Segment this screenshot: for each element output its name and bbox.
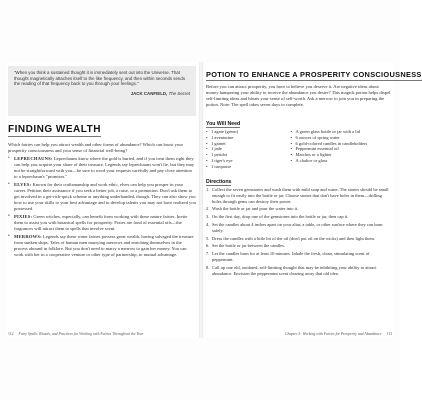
ingredient-column-2 (291, 129, 392, 170)
quote-attribution (14, 91, 190, 97)
bullet-icon: • (206, 163, 208, 169)
entry-title: PIXIES: (14, 213, 33, 219)
bullet-icon: • (8, 213, 10, 219)
entry-text: Green witches, especially, can benefit from working with these nature fairies. Invite them to assist you with botanical spells for prosperity. Pixies are fond of essential oils—the fragrances will attract them to spells that involve scent. (14, 213, 188, 231)
entry-title: LEPRECHAUNS: (14, 155, 53, 161)
bullet-icon: • (290, 134, 293, 140)
list-item: • 1 turquoise (206, 163, 232, 169)
list-item: • 1 agate (green) (206, 129, 238, 134)
directions-heading: Directions (206, 179, 232, 185)
bullet-icon: • (8, 234, 10, 240)
list-item: 5. Dress the candles with a little bit of the oil (don't put oil on the wicks) and then light them. (206, 235, 376, 241)
bullet-icon: • (206, 129, 208, 134)
running-title: Fairy Spells: Rituals, and Practices for Working with Fairies Throughout the Year (18, 332, 144, 336)
left-footer (8, 332, 196, 336)
book-gutter (199, 62, 203, 338)
right-footer (206, 332, 392, 336)
list-item: • 6 ounces of spring water (290, 134, 340, 140)
bullet-icon: • (290, 146, 293, 152)
list-item: • A chalice or glass (290, 157, 328, 163)
list-item: 6. Set the bottle or jar between the candles. (206, 243, 285, 249)
list-item: • 6 gold-colored candles in candleholders (290, 140, 368, 146)
recipe-heading: POTION TO ENHANCE A PROSPERITY CONSCIOUSNESS (206, 70, 422, 79)
bullet-icon: • (290, 140, 293, 146)
running-title: Chapter 5: Working with Fairies for Prosperity and Abundance (285, 332, 382, 336)
bullet-icon: • (290, 129, 293, 134)
list-item: • 1 aventurine (206, 134, 234, 140)
page-number: 113 (386, 332, 392, 336)
directions-list (206, 187, 392, 278)
bullet-icon: • (206, 152, 208, 158)
quote-source: The Secret (168, 90, 190, 96)
list-item (8, 182, 196, 212)
bullet-icon: • (206, 157, 208, 163)
list-item: • Peppermint essential oil (290, 146, 339, 152)
bullet-icon: • (206, 146, 208, 152)
ingredient-list (206, 129, 392, 170)
bullet-icon: • (206, 140, 208, 146)
entry-text: Legends say these water fairies possess great wealth, having salvaged the treasure from sunken ships. Tales of human men marrying merrows and enriching themselves in the process abound in folklore. But you don't need to marry a merrow to gain her money. You can work with her in a cooperative venture or other type of partnership, to mutual advantage. (14, 234, 194, 257)
bullet-icon: • (290, 157, 293, 163)
ingredient-column-1 (206, 129, 291, 170)
list-item (8, 214, 196, 232)
list-item: • Matches or a lighter (290, 152, 332, 158)
entry-title: ELVES: (14, 181, 32, 187)
list-item (8, 156, 196, 180)
list-item (8, 234, 196, 258)
quote-text: "When you think a sustained thought it is immediately sent out into the Universe. That thought magnetically attaches itself to the like frequency, and then within seconds sends the reading of that frequency back to you through your feelings." (14, 70, 186, 87)
left-body (8, 142, 196, 260)
bullet-icon: • (8, 181, 10, 187)
quote-author: JACK CANFIELD, (130, 90, 168, 96)
page-number: 112 (8, 332, 14, 336)
list-item: • 1 jade (206, 146, 222, 152)
recipe-intro: Before you can attract prosperity, you have to believe you deserve it. Are negative ideas about money hampering your ability to receive the abundance you desire? This magick potion helps dispel self-limiting ideas and bloats your sense of self-worth. Ask a merrow to join you in preparing the potion. Note: The spell takes seven days to complete. (206, 84, 391, 107)
list-item: • 1 tiger's eye (206, 157, 233, 163)
list-item: • 1 peridot (206, 152, 228, 158)
bullet-icon: • (206, 134, 208, 140)
entry-text: Leprechauns know where the gold is buried, and if you treat them right they can help you acquire your share of their treasure. Legends say leprechauns won't lie, but they may not be straightforward with you—be sure to word your requests carefully and pay close attention to a leprechaun's "promises." (14, 155, 195, 179)
list-item: 4. Set the candles about 4 inches apart on your altar, a table, or other surface where they can burn safely. (206, 221, 383, 233)
list-item: • A green glass bottle or jar with a lid (290, 129, 361, 134)
bullet-icon: • (8, 155, 10, 161)
quote-box (8, 66, 196, 116)
need-heading: You Will Need (206, 121, 241, 127)
list-item: 8. Call up one old, outdated, self-limiting thought that may be inhibiting your ability to attract abundance. Envision the peppermint scent clearing away that old idea. (206, 264, 377, 276)
list-item: 1. Collect the seven gemstones and wash them with mild soap and water. The stones should be small enough to fit easily into the bottle or jar. Choose stones that don't have holes in them—drilling holes through gems can destroy their power. (206, 187, 389, 204)
list-item: • 1 garnet (206, 140, 226, 146)
left-page (6, 62, 198, 338)
list-item: 2. Wash the bottle or jar and pour the water into it. (206, 206, 299, 212)
entry-title: MERROWS: (14, 234, 42, 240)
section-heading: FINDING WEALTH (8, 124, 101, 135)
right-page (204, 62, 422, 338)
bullet-icon: • (290, 152, 293, 158)
intro-paragraph: Which fairies can help you attract wealth and other forms of abundance? Which can boost your prosperity consciousness and your sense of financial well-being? (8, 142, 184, 153)
entry-text: Known for their craftsmanship and work ethic, elves can help you prosper in your career. Petition their assistance if you seek a better job, a raise, or a promotion. Don't ask them to get involved in a get-rich-quick scheme or anything underhanded, though. They can also show you how to use your skills to your best advantage and to develop talents you may not have realized you possessed. (14, 181, 196, 211)
list-item: 7. Let the candles burn for at least 10 minutes. Inhale the fresh, clean, stimulating scent of peppermint. (206, 251, 370, 262)
list-item: 3. On the first day, drop one of the gemstones into the bottle or jar, then cap it. (206, 214, 349, 220)
